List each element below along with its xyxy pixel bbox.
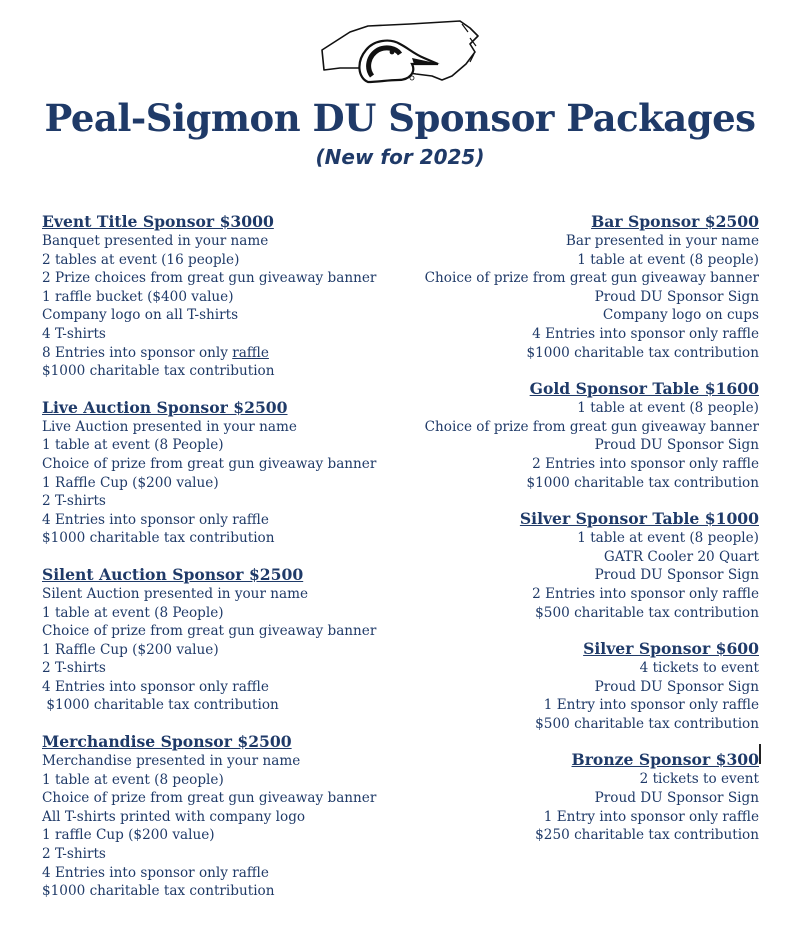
package-item: 4 T-shirts [42,325,106,342]
package-item: Choice of prize from great gun giveaway banner [42,790,377,807]
right-column [399,212,759,845]
package-item: 1 Raffle Cup ($200 value) [42,641,219,658]
package-title: Live Auction Sponsor $2500 [42,397,288,417]
package-live-auction [42,398,412,548]
package-item: 1 raffle bucket ($400 value) [42,288,234,305]
package-title: Silent Auction Sponsor $2500 [42,564,304,584]
package-item: Proud DU Sponsor Sign [594,678,759,695]
package-item: GATR Cooler 20 Quart [603,548,759,565]
nc-state-duck-logo-icon [320,18,482,90]
left-column [42,212,412,901]
package-item: Company logo on all T-shirts [42,307,239,324]
package-item: 2 tables at event (16 people) [42,251,240,268]
package-item: Bar presented in your name [565,233,759,249]
page-subtitle: (New for 2025) [315,145,485,169]
package-item: 4 Entries into sponsor only raffle [42,864,269,881]
package-item: 1 raffle Cup ($200 value) [42,827,215,844]
package-item: Live Auction presented in your name [42,418,297,435]
package-item: Choice of prize from great gun giveaway banner [42,623,377,640]
package-item: 1 Entry into sponsor only raffle [543,697,759,714]
package-item: 4 Entries into sponsor only raffle [532,325,759,342]
package-item: $1000 charitable tax contribution [526,474,759,491]
package-silent-auction [42,565,412,715]
package-item: 2 T-shirts [42,493,106,510]
package-item: $1000 charitable tax contribution [42,530,275,547]
package-item: 4 tickets to event [639,660,759,677]
package-item: 2 T-shirts [42,660,106,677]
package-item: 1 table at event (8 people) [577,530,759,547]
package-item: Merchandise presented in your name [42,753,301,770]
package-item: Banquet presented in your name [42,233,269,249]
package-merchandise [42,732,412,901]
package-item: All T-shirts printed with company logo [42,808,306,825]
package-item: Choice of prize from great gun giveaway banner [42,455,377,472]
package-item: 4 Entries into sponsor only raffle [42,678,269,695]
package-bar [399,212,759,362]
package-bronze [399,750,759,844]
package-title: Gold Sponsor Table $1600 [529,379,759,399]
package-item: Proud DU Sponsor Sign [594,790,759,807]
package-item: $1000 charitable tax contribution [526,344,759,361]
package-item-with-link [42,344,412,363]
raffle-link[interactable]: raffle [232,344,269,361]
page-title: Peal-Sigmon DU Sponsor Packages [44,96,756,140]
package-item: Silent Auction presented in your name [42,585,309,602]
package-title: Bronze Sponsor $300 [571,750,759,770]
package-item: 2 Entries into sponsor only raffle [532,455,759,472]
package-item: 1 table at event (8 people) [42,771,224,788]
package-item: Proud DU Sponsor Sign [594,437,759,454]
package-item: 2 Entries into sponsor only raffle [532,585,759,602]
package-item: Proud DU Sponsor Sign [594,567,759,584]
package-silver [399,639,759,733]
package-item: 2 Prize choices from great gun giveaway banner [42,270,377,287]
package-silver-table [399,509,759,622]
raffle-line: 8 Entries into sponsor only raffle [42,344,269,361]
package-item: 1 table at event (8 People) [42,604,224,621]
package-item: $500 charitable tax contribution [535,604,759,621]
package-item: $250 charitable tax contribution [535,827,759,844]
package-item: $1000 charitable tax contribution [42,363,275,380]
package-title: Silver Sponsor Table $1000 [519,509,759,529]
package-item: 1 Raffle Cup ($200 value) [42,474,219,491]
package-event-title [42,212,412,381]
package-item: $1000 charitable tax contribution [42,697,279,714]
text-cursor [759,744,761,764]
package-item: 1 table at event (8 People) [42,437,224,454]
package-item: Company logo on cups [602,307,759,324]
package-item: $500 charitable tax contribution [535,715,759,732]
package-title: Silver Sponsor $600 [583,639,759,659]
package-item: Choice of prize from great gun giveaway banner [424,418,759,435]
package-gold-table [399,379,759,492]
package-title: Bar Sponsor $2500 [591,212,759,231]
package-item: $1000 charitable tax contribution [42,883,275,900]
package-item: 1 Entry into sponsor only raffle [543,808,759,825]
package-item: 2 tickets to event [639,771,759,788]
package-item: 4 Entries into sponsor only raffle [42,511,269,528]
package-item: Choice of prize from great gun giveaway banner [424,270,759,287]
package-title: Event Title Sponsor $3000 [42,212,274,231]
package-item: 1 table at event (8 people) [577,400,759,417]
package-item: 2 T-shirts [42,846,106,863]
package-item: Proud DU Sponsor Sign [594,288,759,305]
package-title: Merchandise Sponsor $2500 [42,732,292,752]
package-item: 1 table at event (8 people) [577,251,759,268]
